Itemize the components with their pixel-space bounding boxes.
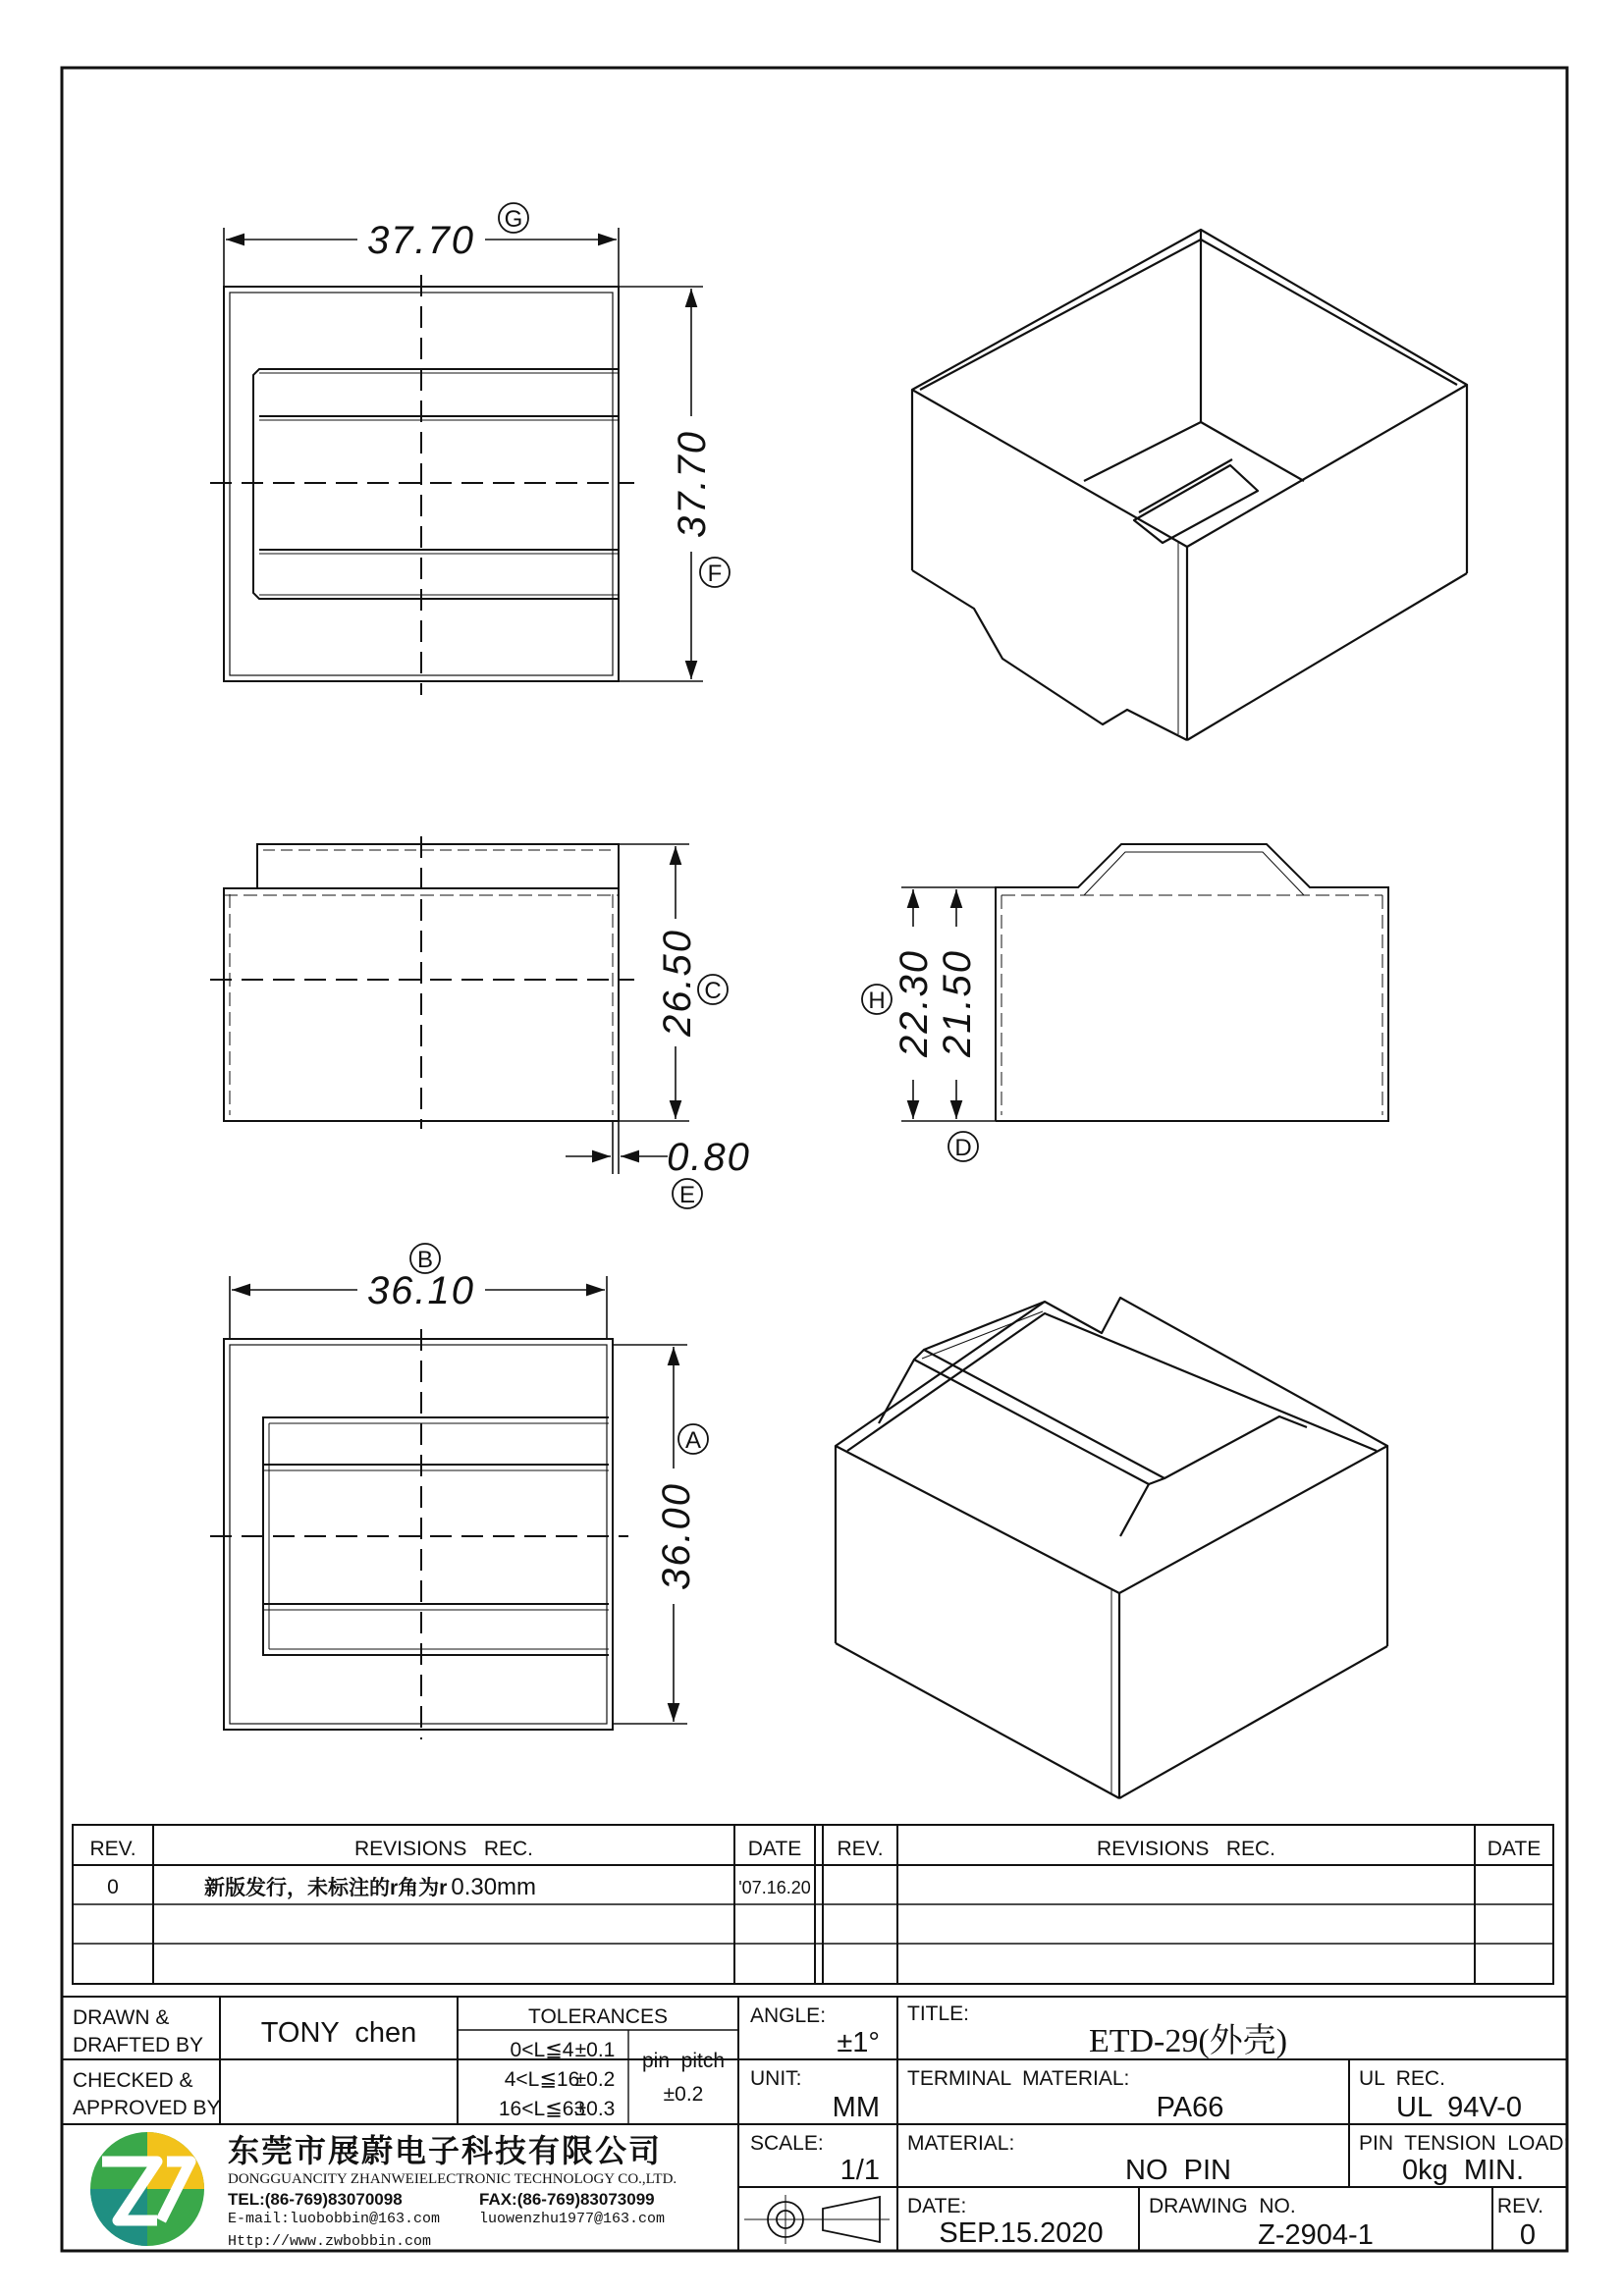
top-view (210, 275, 634, 695)
dim-top-height: 37.70 (671, 429, 714, 539)
drawn-label: DRAWN & (73, 2006, 170, 2029)
rev-value: 0 (1519, 2219, 1537, 2251)
iso-view-closed (836, 1298, 1387, 1798)
terminal-material: PA66 (1156, 2092, 1224, 2123)
callout-f: F (707, 561, 723, 587)
scale-value: 1/1 (839, 2155, 880, 2186)
checked-label: CHECKED & (73, 2069, 193, 2092)
tol-value-3: ±0.3 (574, 2098, 616, 2120)
callout-c: C (704, 978, 722, 1004)
rev-header-rec-left: REVISIONS REC. (353, 1838, 534, 1860)
approved-label: APPROVED BY (73, 2097, 221, 2119)
tolerances-label: TOLERANCES (528, 2005, 668, 2028)
date-label: DATE: (907, 2195, 967, 2217)
drawn-by: TONY chen (260, 2017, 417, 2049)
tol-range-3: 16<L≦63 (498, 2098, 586, 2120)
terminal-material-label: TERMINAL MATERIAL: (907, 2067, 1130, 2090)
material-value: NO PIN (1125, 2155, 1231, 2186)
rev-header-date-right: DATE (1487, 1838, 1542, 1860)
tol-value-2: ±0.2 (574, 2068, 616, 2091)
callout-d: D (954, 1135, 972, 1161)
front-view-wall-dim (566, 1121, 668, 1174)
pin-pitch-label: pin pitch (641, 2050, 726, 2072)
rev-header-rev-right: REV. (837, 1838, 884, 1860)
ul-value: UL 94V-0 (1396, 2092, 1522, 2123)
side-view (996, 844, 1388, 1121)
rev-row-rev: 0 (107, 1876, 119, 1898)
drawing-title: ETD-29(外壳) (1088, 2023, 1288, 2059)
angle-value: ±1° (837, 2027, 880, 2058)
projection-symbol-icon (744, 2195, 890, 2244)
callout-b: B (416, 1247, 434, 1273)
dim-front-wall: 0.80 (667, 1136, 751, 1179)
angle-label: ANGLE: (750, 2004, 827, 2027)
company-name-en: DONGGUANCITY ZHANWEIELECTRONIC TECHNOLOGY CO.,LTD. (228, 2171, 677, 2187)
callout-e: E (678, 1182, 696, 1208)
unit-label: UNIT: (750, 2067, 802, 2090)
callout-h: H (868, 988, 886, 1014)
bottom-view (210, 1329, 628, 1739)
rev-header-rec-right: REVISIONS REC. (1096, 1838, 1276, 1860)
pin-tension-value: 0kg MIN. (1401, 2155, 1525, 2186)
company-web: Http://www.zwbobbin.com (228, 2233, 432, 2250)
tol-value-1: ±0.1 (574, 2039, 616, 2061)
date-value: SEP.15.2020 (939, 2217, 1104, 2249)
dim-bottom-height: 36.00 (655, 1481, 698, 1591)
company-tel: TEL:(86-769)83070098 (228, 2190, 403, 2209)
rev-label: REV. (1496, 2195, 1543, 2217)
drawing-no: Z-2904-1 (1258, 2219, 1374, 2251)
pin-tension-label: PIN TENSION LOAD: (1359, 2132, 1570, 2155)
pin-pitch-tol: ±0.2 (663, 2083, 704, 2106)
iso-view-open (912, 230, 1467, 740)
dim-top-width: 37.70 (366, 219, 476, 262)
front-view (210, 836, 634, 1129)
callout-a: A (684, 1427, 702, 1454)
dim-front-height: 26.50 (656, 928, 699, 1038)
company-email-2: luowenzhu1977@163.com (479, 2211, 666, 2227)
dim-side-body: 21.50 (936, 948, 979, 1058)
drawing-no-label: DRAWING NO. (1149, 2195, 1296, 2217)
rev-header-rev-left: REV. (89, 1838, 136, 1860)
company-email: E-mail:luobobbin@163.com (228, 2211, 441, 2227)
revisions-table (73, 1825, 1553, 1984)
dim-side-overall: 22.30 (893, 948, 936, 1058)
title-label: TITLE: (907, 2002, 970, 2025)
company-fax: FAX:(86-769)83073099 (479, 2190, 655, 2209)
drafted-label: DRAFTED BY (73, 2034, 204, 2056)
unit-value: MM (832, 2092, 880, 2123)
company-logo-icon (90, 2132, 204, 2246)
callout-g: G (504, 206, 523, 233)
tol-range-2: 4<L≦16 (504, 2068, 580, 2091)
rev-header-date-left: DATE (747, 1838, 802, 1860)
company-name-cn: 东莞市展蔚电子科技有限公司 (228, 2133, 663, 2168)
scale-label: SCALE: (750, 2132, 824, 2155)
tol-range-1: 0<L≦4 (510, 2039, 574, 2061)
rev-row-date: '07.16.20 (738, 1878, 811, 1897)
rev-row-note: 新版发行，未标注的r角为r 0.30mm (204, 1874, 537, 1900)
dim-bottom-width: 36.10 (366, 1269, 476, 1312)
ul-label: UL REC. (1359, 2067, 1445, 2090)
material-label: MATERIAL: (907, 2132, 1015, 2155)
